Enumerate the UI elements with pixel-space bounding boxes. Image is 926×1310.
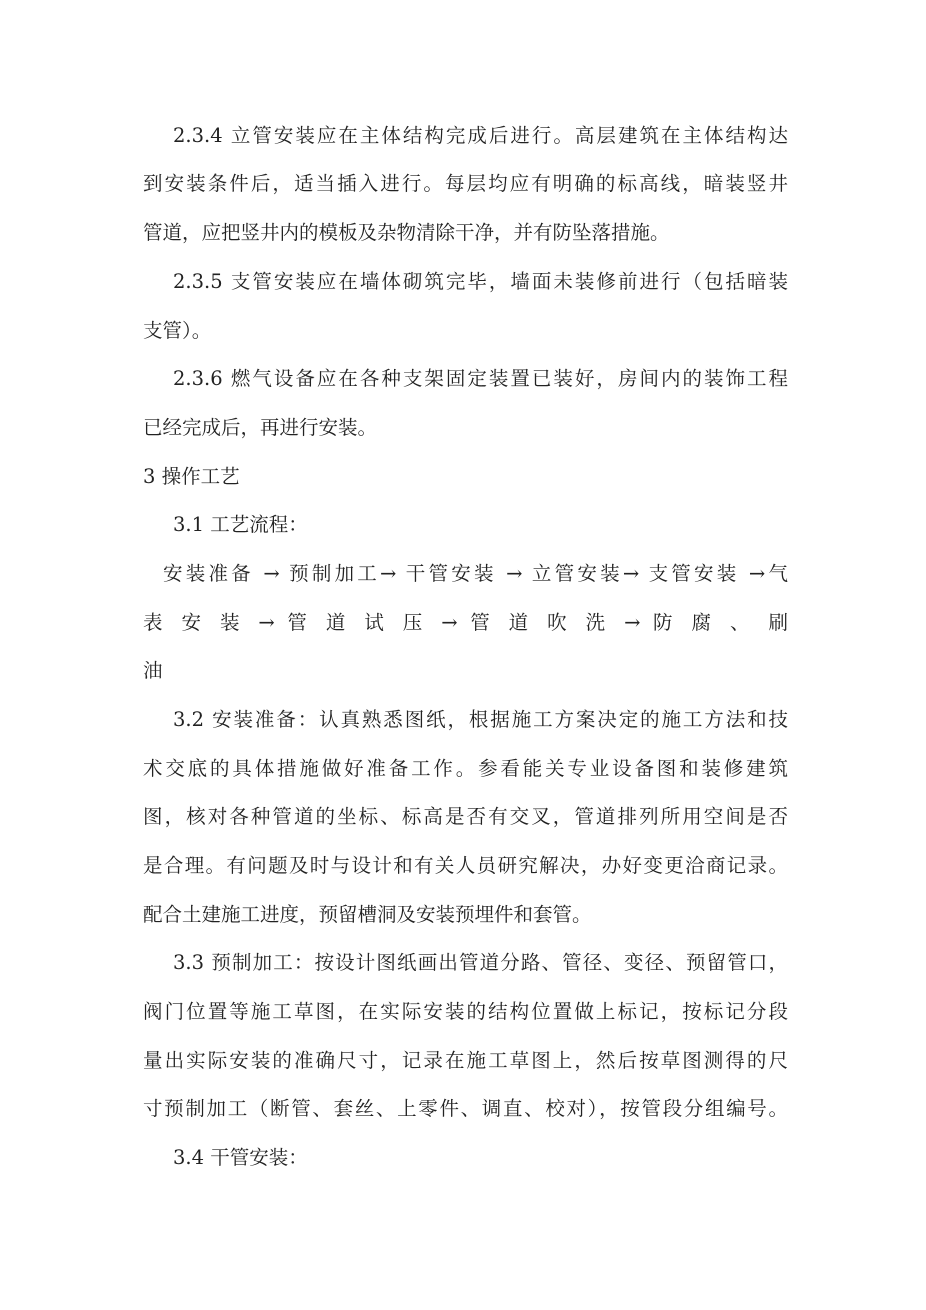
section-heading-3: 3 操作工艺 xyxy=(143,465,240,488)
paragraph-3-3-line-2: 阀门位置等施工草图，在实际安装的结构位置做上标记，按标记分段 xyxy=(143,1000,788,1023)
paragraph-3-3-line-3: 量出实际安装的准确尺寸，记录在施工草图上，然后按草图测得的尺 xyxy=(143,1049,788,1072)
paragraph-3-2-line-4: 是合理。有问题及时与设计和有关人员研究解决，办好变更洽商记录。 xyxy=(143,854,788,877)
process-flow-line-1: 安装准备 → 预制加工→ 干管安装 → 立管安装→ 支管安装 →气 xyxy=(163,562,788,585)
paragraph-2-3-5-line-1: 2.3.5 支管安装应在墙体砌筑完毕，墙面未装修前进行（包括暗装 xyxy=(173,270,788,293)
paragraph-2-3-4-line-2: 到安装条件后，适当插入进行。每层均应有明确的标高线，暗装竖井 xyxy=(143,172,788,195)
paragraph-3-2-line-2: 术交底的具体措施做好准备工作。参看能关专业设备图和装修建筑 xyxy=(143,757,788,780)
paragraph-3-2-line-5: 配合土建施工进度，预留槽洞及安装预埋件和套管。 xyxy=(143,903,592,926)
paragraph-2-3-4-line-3: 管道，应把竖井内的模板及杂物清除干净，并有防坠落措施。 xyxy=(143,221,670,244)
subheading-3-4: 3.4 干管安装： xyxy=(173,1146,308,1169)
paragraph-3-3-line-1: 3.3 预制加工：按设计图纸画出管道分路、管径、变径、预留管口， xyxy=(173,951,788,974)
paragraph-2-3-6-line-1: 2.3.6 燃气设备应在各种支架固定装置已装好，房间内的装饰工程 xyxy=(173,367,788,390)
paragraph-2-3-6-line-2: 已经完成后，再进行安装。 xyxy=(143,416,378,439)
subheading-3-1: 3.1 工艺流程： xyxy=(173,513,308,536)
process-flow-line-2: 表 安 装 → 管 道 试 压 → 管 道 吹 洗 → 防 腐 、 刷 xyxy=(143,611,788,634)
paragraph-2-3-5-line-2: 支管）。 xyxy=(143,319,212,342)
paragraph-2-3-4-line-1: 2.3.4 立管安装应在主体结构完成后进行。高层建筑在主体结构达 xyxy=(173,124,788,147)
paragraph-3-2-line-3: 图，核对各种管道的坐标、标高是否有交叉，管道排列所用空间是否 xyxy=(143,805,788,828)
process-flow-line-3: 油 xyxy=(143,659,163,682)
paragraph-3-3-line-4: 寸预制加工（断管、套丝、上零件、调直、校对），按管段分组编号。 xyxy=(143,1097,788,1120)
paragraph-3-2-line-1: 3.2 安装准备：认真熟悉图纸，根据施工方案决定的施工方法和技 xyxy=(173,708,788,731)
